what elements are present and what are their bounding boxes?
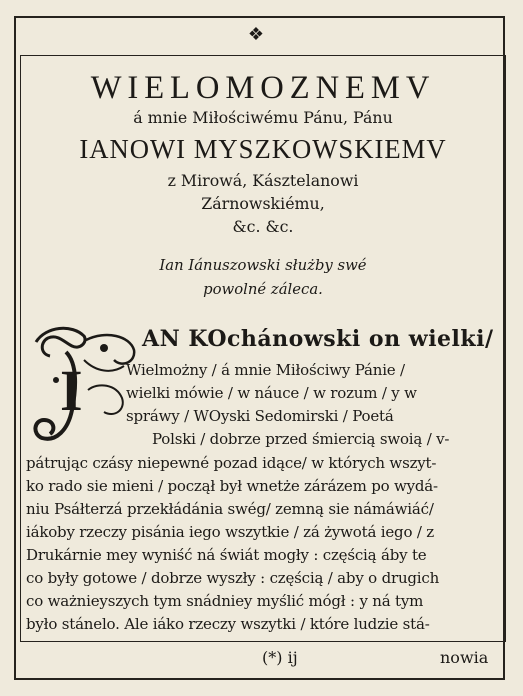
body-line-11: co były gotowe / dobrze wyszły : częścią / aby o drugich <box>26 569 440 587</box>
catchword: nowia <box>440 648 489 667</box>
body-line-7: ko rado sie mieni / począł był wnetże zárázem po wydá- <box>26 477 438 495</box>
body-line-6: pátrując czásy niepewné pozad idące/ w których wszyt- <box>26 454 437 472</box>
body-line-12: co ważnieyszych tym snádniey myślić mógł : y ná tym <box>26 592 424 610</box>
heading-line-4: z Mirowá, Kásztelanowi <box>167 171 359 190</box>
body-line-13: było stánelo. Ale iáko rzeczy wszytki / które ludzie stá- <box>26 615 430 633</box>
dropcap-letter: I <box>60 358 83 423</box>
dedication-line-1: Ian Iánuszowski służby swé <box>159 256 367 274</box>
heading-title: WIELOMOZNEMV <box>90 70 436 106</box>
body-line-3: wielki mówie / w náuce / w rozum / y w <box>126 384 417 402</box>
dedication-line-2: powolné záleca. <box>203 280 323 298</box>
body-line-10: Drukárnie mey wyniść ná świát mogły : częścią áby te <box>26 546 427 564</box>
body-line-5: Polski / dobrze przed śmiercią swoią / v- <box>152 430 450 448</box>
dropcap-ornament <box>26 320 138 450</box>
fleuron-icon: ❖ <box>247 24 265 45</box>
signature-mark: (*) ij <box>262 648 298 667</box>
heading-line-2: á mnie Miłościwému Pánu, Pánu <box>133 108 393 127</box>
body-line-4: spráwy / WOyski Sedomirski / Poetá <box>126 407 394 425</box>
body-line-1: AN KOchánowski on wielki/ <box>142 326 494 352</box>
heading-name: IANOWI MYSZKOWSKIEMV <box>79 134 447 164</box>
heading-line-5: Zárnowskiému, <box>201 194 325 213</box>
body-line-9: iákoby rzeczy pisánia iego wszytkie / zá żywotá iego / z <box>26 523 434 541</box>
heading-line-6: &c. &c. <box>232 217 294 236</box>
body-line-2: Wielmożny / á mnie Miłościwy Pánie / <box>126 361 405 379</box>
body-line-8: niu Psáłterzá przekłádánia swég/ zemną sie námáwiáć/ <box>26 500 434 518</box>
